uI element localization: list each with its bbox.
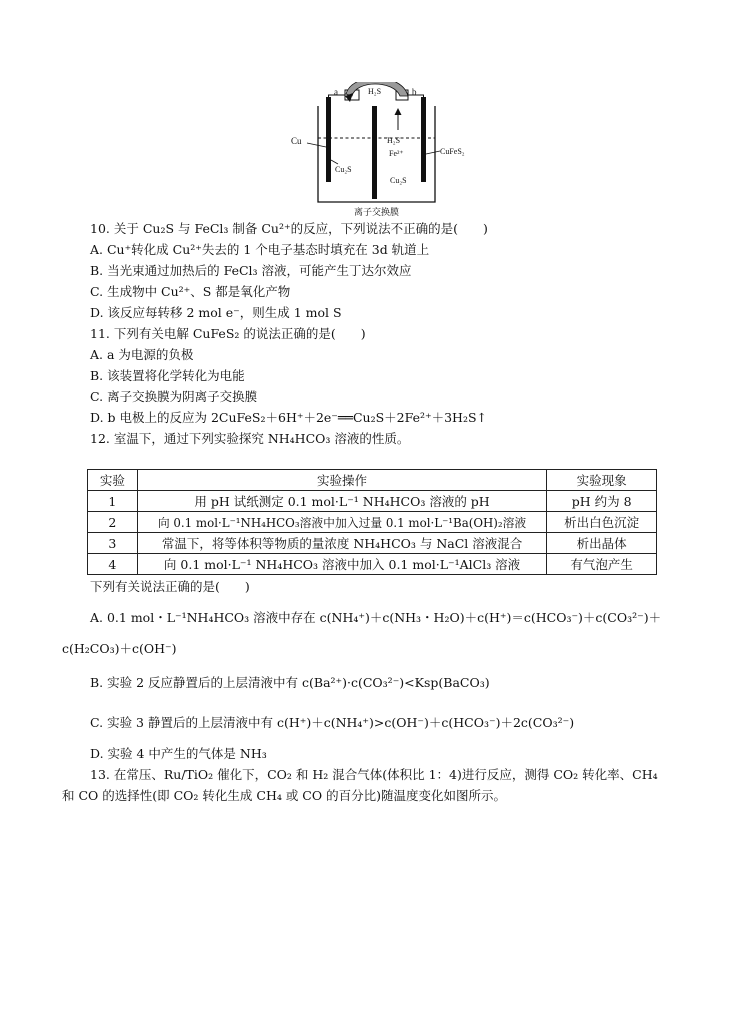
label-cu2s-left: Cu₂S: [335, 165, 352, 174]
q12-option-d: D. 实验 4 中产生的气体是 NH₃: [90, 746, 267, 761]
cu-electrode: [326, 97, 331, 182]
table-cell-no: 2: [88, 512, 138, 533]
table-row: [88, 512, 657, 533]
q13-line2: 和 CO 的选择性(即 CO₂ 转化生成 CH₄ 或 CO 的百分比)随温度变化如图所示。: [62, 788, 506, 803]
label-h2s-right: H₂S: [387, 136, 401, 145]
q10-stem: 10. 关于 Cu₂S 与 FeCl₃ 制备 Cu²⁺的反应，下列说法不正确的是( ): [90, 221, 488, 236]
q11-option-d: D. b 电极上的反应为 2CuFeS₂＋6H⁺＋2e⁻══Cu₂S＋2Fe²⁺＋3H₂S↑: [90, 410, 487, 425]
table-cell-op: 向 0.1 mol·L⁻¹NH₄HCO₃溶液中加入过量 0.1 mol·L⁻¹Ba(OH)₂溶液: [137, 512, 547, 533]
q10-option-c: C. 生成物中 Cu²⁺、S 都是氧化产物: [90, 284, 291, 299]
membrane-caption: 离子交换膜: [354, 207, 400, 217]
q11-option-b: B. 该装置将化学转化为电能: [90, 368, 245, 383]
label-cu2s-right: Cu₂S: [390, 176, 407, 185]
q10-option-b: B. 当光束通过加热后的 FeCl₃ 溶液，可能产生丁达尔效应: [90, 263, 412, 278]
label-h2s-top: H₂S: [368, 87, 382, 96]
table-cell-no: 3: [88, 533, 138, 554]
table-row: [88, 491, 657, 512]
q12-stem: 12. 室温下，通过下列实验探究 NH₄HCO₃ 溶液的性质。: [90, 431, 410, 446]
table-cell-obs: 有气泡产生: [547, 554, 657, 575]
cufes2-electrode: [421, 97, 426, 182]
table-header-cell: 实验现象: [547, 470, 657, 491]
table-cell-obs: 析出白色沉淀: [547, 512, 657, 533]
table-header-cell: 实验: [88, 470, 138, 491]
table-cell-op: 用 pH 试纸测定 0.1 mol·L⁻¹ NH₄HCO₃ 溶液的 pH: [137, 491, 547, 512]
q11-option-a: A. a 为电源的负极: [90, 347, 194, 362]
q13-line1: 13. 在常压、Ru/TiO₂ 催化下，CO₂ 和 H₂ 混合气体(体积比 1：4)进行反应，测得 CO₂ 转化率、CH₄: [90, 767, 658, 782]
label-fe2: Fe²⁺: [389, 149, 404, 158]
label-cu: Cu: [291, 136, 302, 146]
table-cell-obs: pH 约为 8: [547, 491, 657, 512]
table-cell-no: 4: [88, 554, 138, 575]
electrolysis-diagram: [290, 82, 485, 217]
table-row: [88, 533, 657, 554]
up-arrowhead-icon: [395, 108, 402, 115]
q11-option-c: C. 离子交换膜为阴离子交换膜: [90, 389, 258, 404]
q11-stem: 11. 下列有关电解 CuFeS₂ 的说法正确的是( ): [90, 326, 366, 341]
table-cell-op: 向 0.1 mol·L⁻¹ NH₄HCO₃ 溶液中加入 0.1 mol·L⁻¹AlCl₃ 溶液: [137, 554, 547, 575]
table-row: [88, 554, 657, 575]
q12-option-c: C. 实验 3 静置后的上层清液中有 c(H⁺)＋c(NH₄⁺)>c(OH⁻)＋c(HCO₃⁻)＋2c(CO₃²⁻): [90, 715, 575, 730]
table-header-row: [88, 470, 657, 491]
table-cell-obs: 析出晶体: [547, 533, 657, 554]
q10-option-d: D. 该反应每转移 2 mol e⁻，则生成 1 mol S: [90, 305, 342, 320]
table-header-cell: 实验操作: [137, 470, 547, 491]
label-cufes2: CuFeS₂: [440, 147, 465, 156]
q12-after-table: 下列有关说法正确的是( ): [90, 579, 250, 594]
q10-option-a: A. Cu⁺转化成 Cu²⁺失去的 1 个电子基态时填充在 3d 轨道上: [90, 242, 430, 257]
label-a: a: [334, 87, 338, 97]
label-b: b: [412, 87, 417, 97]
table-cell-no: 1: [88, 491, 138, 512]
table-cell-op: 常温下，将等体积等物质的量浓度 NH₄HCO₃ 与 NaCl 溶液混合: [137, 533, 547, 554]
q12-option-a-line2: c(H₂CO₃)＋c(OH⁻): [62, 641, 177, 656]
experiment-table: [87, 469, 657, 575]
ion-exchange-membrane: [372, 106, 377, 199]
q12-option-a-line1: A. 0.1 mol・L⁻¹NH₄HCO₃ 溶液中存在 c(NH₄⁺)＋c(NH₃・H₂O)＋c(H⁺)＝c(HCO₃⁻)＋c(CO₃²⁻)＋: [90, 610, 662, 625]
q12-option-b: B. 实验 2 反应静置后的上层清液中有 c(Ba²⁺)·c(CO₃²⁻)<Ksp(BaCO₃): [90, 675, 490, 690]
